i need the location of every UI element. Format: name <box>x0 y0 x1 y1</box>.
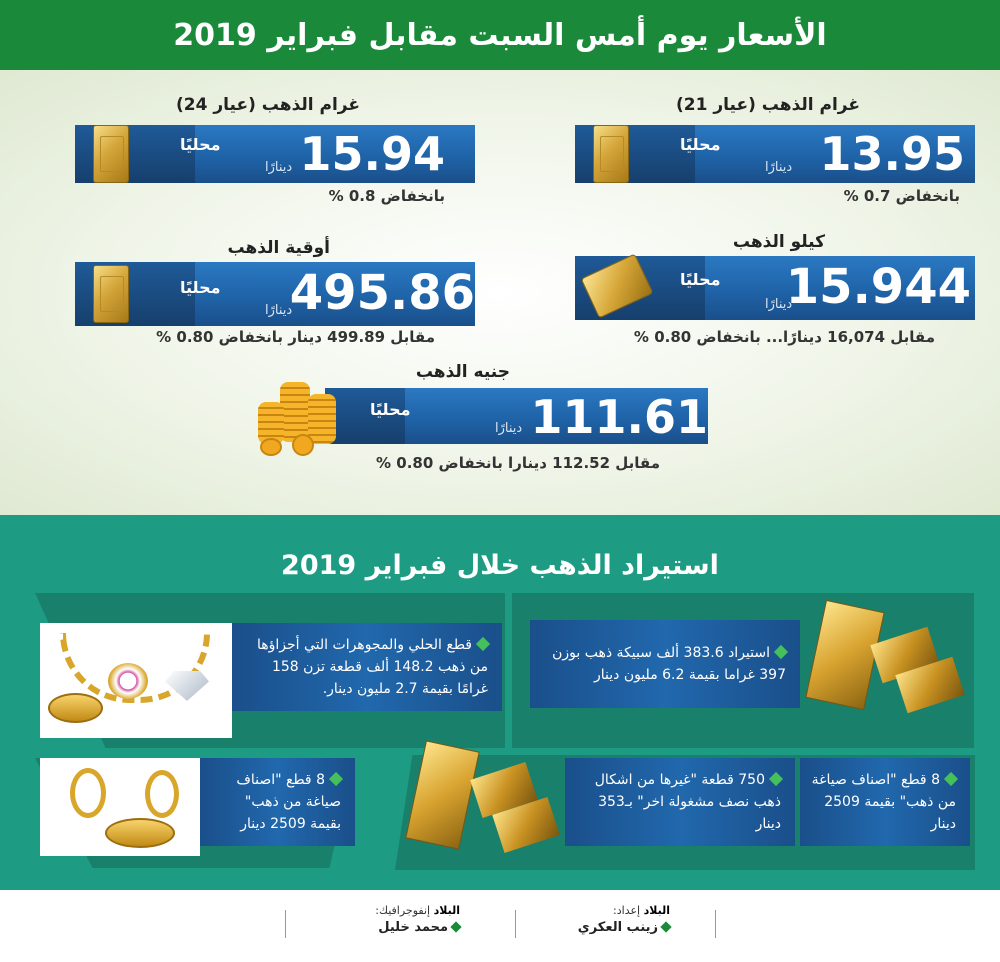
brand-logo: البلاد <box>433 904 460 917</box>
currency-label: دينارًا <box>265 160 293 175</box>
local-label: محليًا <box>680 135 721 154</box>
bullet-icon <box>450 921 461 932</box>
card-title: أوقية الذهب <box>227 238 330 258</box>
price-bar <box>75 262 475 326</box>
goldsmith-left-text: 8 قطع "اصناف صياغة من ذهب" بقيمة 2509 دينار <box>236 772 341 832</box>
gem-cluster-icon <box>108 663 148 699</box>
price-bar <box>575 256 975 320</box>
page-title: الأسعار يوم أمس السبت مقابل فبراير 2019 <box>173 17 827 53</box>
jewelry-image <box>40 623 232 738</box>
prep-credit-label: البلاد إعداد: <box>613 904 670 917</box>
card-gram-21 <box>575 95 975 215</box>
card-gold-pound <box>250 362 710 482</box>
price-bar <box>75 125 475 183</box>
local-label: محليًا <box>180 135 221 154</box>
change-note: مقابل 499.89 دينار بانخفاض 0.80 % <box>156 328 435 346</box>
gold-coins-icon <box>250 382 345 457</box>
card-ounce <box>75 232 475 357</box>
local-label: محليًا <box>180 278 221 297</box>
gold-bar-icon <box>93 265 129 323</box>
currency-label: دينارًا <box>765 160 793 175</box>
info-credit-name: محمد خليل <box>378 920 460 935</box>
gold-bars-image <box>405 745 565 857</box>
change-note: بانخفاض 0.7 % <box>843 187 960 205</box>
brand-logo: البلاد <box>643 904 670 917</box>
divider <box>715 910 716 938</box>
price-value: 15.94 <box>299 127 445 181</box>
header-banner <box>0 0 1000 70</box>
ingots-text: استيراد 383.6 ألف سبيكة ذهب بوزن 397 غراما بقيمة 6.2 مليون دينار <box>552 645 786 683</box>
footer <box>0 890 1000 962</box>
gold-ingots-image <box>805 605 965 717</box>
imports-title: استيراد الذهب خلال فبراير 2019 <box>281 550 719 581</box>
price-value: 495.86 <box>289 265 475 321</box>
bracelet-icon <box>105 818 175 848</box>
bullet-icon <box>769 772 783 786</box>
prep-credit-name: زينب العكري <box>578 920 670 935</box>
local-label: محليًا <box>370 400 411 419</box>
bracelet-icon <box>48 693 103 723</box>
change-note: مقابل 16,074 دينارًا... بانخفاض 0.80 % <box>633 328 935 346</box>
info-credit-label: البلاد إنفوجرافيك: <box>375 904 460 917</box>
change-note: بانخفاض 0.8 % <box>328 187 445 205</box>
jewelry-text: قطع الحلي والمجوهرات التي أجزاؤها من ذهب 148.2 ألف قطعة تزن 158 غرامًا بقيمة 2.7 مليون دينار. <box>257 637 488 697</box>
change-note: مقابل 112.52 دينارا بانخفاض 0.80 % <box>376 454 660 472</box>
card-title: جنيه الذهب <box>415 362 510 382</box>
gold-bar-icon <box>593 125 629 183</box>
ingots-info <box>530 620 800 708</box>
card-title: غرام الذهب (عيار 24) <box>176 95 360 115</box>
goldsmith-right-info <box>800 758 970 846</box>
bullet-icon <box>476 637 490 651</box>
price-value: 13.95 <box>819 127 965 181</box>
card-gram-24 <box>75 95 475 215</box>
unshaped-info <box>565 758 795 846</box>
unshaped-text: 750 قطعة "غيرها من اشكال ذهب نصف مشغولة اخر" بـ353 دينار <box>594 772 781 832</box>
prices-section <box>0 70 1000 515</box>
bullet-icon <box>774 645 788 659</box>
divider <box>285 910 286 938</box>
earring-hoop-icon <box>145 770 179 818</box>
card-kilo <box>575 232 975 357</box>
diamond-icon <box>165 671 209 701</box>
earring-hoop-icon <box>70 768 106 818</box>
jewelry-info <box>232 623 502 711</box>
card-title: غرام الذهب (عيار 21) <box>676 95 860 115</box>
gold-bar-icon <box>93 125 129 183</box>
bullet-icon <box>660 921 671 932</box>
currency-label: دينارًا <box>765 297 793 312</box>
earrings-image <box>40 758 200 856</box>
bullet-icon <box>944 772 958 786</box>
bullet-icon <box>329 772 343 786</box>
local-label: محليًا <box>680 270 721 289</box>
divider <box>515 910 516 938</box>
goldsmith-left-info <box>200 758 355 846</box>
price-value: 111.61 <box>530 390 708 444</box>
goldsmith-right-text: 8 قطع "اصناف صياغة من ذهب" بقيمة 2509 دينار <box>811 772 956 832</box>
card-title: كيلو الذهب <box>732 232 825 252</box>
currency-label: دينارًا <box>265 303 293 318</box>
price-bar <box>575 125 975 183</box>
price-value: 15.944 <box>785 259 971 315</box>
price-bar <box>325 388 708 444</box>
currency-label: دينارًا <box>495 421 523 436</box>
